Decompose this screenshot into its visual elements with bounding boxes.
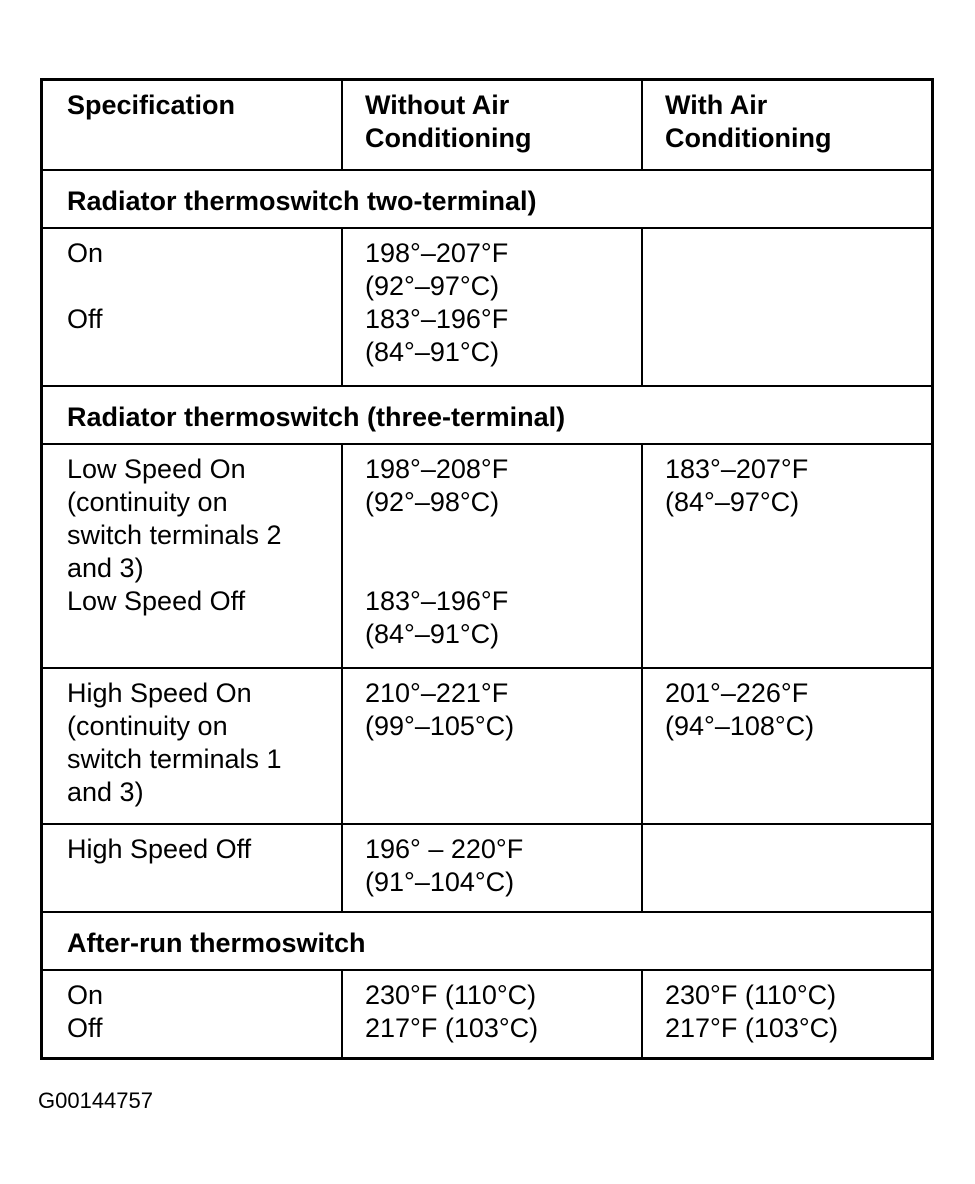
header-cell-with-ac [641, 81, 931, 169]
header-cell-without-ac [341, 81, 641, 169]
table-row [43, 227, 931, 385]
header-label: Without Air Conditioning [365, 90, 532, 153]
spec-text: High Speed Off [67, 834, 252, 864]
section-header-row [43, 385, 931, 443]
header-label: Specification [67, 90, 236, 120]
spec-cell [43, 971, 341, 1057]
with-ac-cell [641, 971, 931, 1057]
spec-text: Low Speed On (continuity on switch terminals 2 and 3) Low Speed Off [67, 454, 282, 616]
spec-table [40, 78, 934, 1060]
without-ac-cell [341, 669, 641, 823]
without-ac-cell [341, 825, 641, 911]
with-ac-value: 201°–226°F (94°–108°C) [665, 678, 815, 741]
table-row [43, 823, 931, 911]
without-ac-cell [341, 445, 641, 667]
header-cell-specification [43, 81, 341, 169]
with-ac-cell [641, 669, 931, 823]
header-label: With Air Conditioning [665, 90, 832, 153]
with-ac-cell [641, 445, 931, 667]
with-ac-value: 183°–207°F (84°–97°C) [665, 454, 809, 517]
with-ac-cell [641, 825, 931, 911]
section-title: Radiator thermoswitch (three-terminal) [67, 402, 566, 432]
section-title: Radiator thermoswitch two-terminal) [67, 186, 537, 216]
without-ac-value: 210°–221°F (99°–105°C) [365, 678, 515, 741]
spec-cell [43, 669, 341, 823]
spec-cell [43, 229, 341, 385]
section-header-row [43, 169, 931, 227]
without-ac-value: 198°–207°F (92°–97°C) 183°–196°F (84°–91°C) [365, 238, 509, 367]
table-header-row [43, 81, 931, 169]
section-title: After-run thermoswitch [67, 928, 366, 958]
table-row [43, 667, 931, 823]
table-row [43, 969, 931, 1057]
without-ac-value: 198°–208°F (92°–98°C) 183°–196°F (84°–91°C) [365, 454, 509, 649]
without-ac-value: 230°F (110°C) 217°F (103°C) [365, 980, 539, 1043]
spec-text: High Speed On (continuity on switch terminals 1 and 3) [67, 678, 282, 807]
table-row [43, 443, 931, 667]
spec-text: On Off [67, 238, 104, 334]
without-ac-value: 196° – 220°F (91°–104°C) [365, 834, 524, 897]
with-ac-cell [641, 229, 931, 385]
spec-text: On Off [67, 980, 104, 1043]
section-header-row [43, 911, 931, 969]
without-ac-cell [341, 971, 641, 1057]
figure-id: G00144757 [38, 1088, 153, 1113]
spec-cell [43, 445, 341, 667]
without-ac-cell [341, 229, 641, 385]
spec-cell [43, 825, 341, 911]
with-ac-value: 230°F (110°C) 217°F (103°C) [665, 980, 839, 1043]
